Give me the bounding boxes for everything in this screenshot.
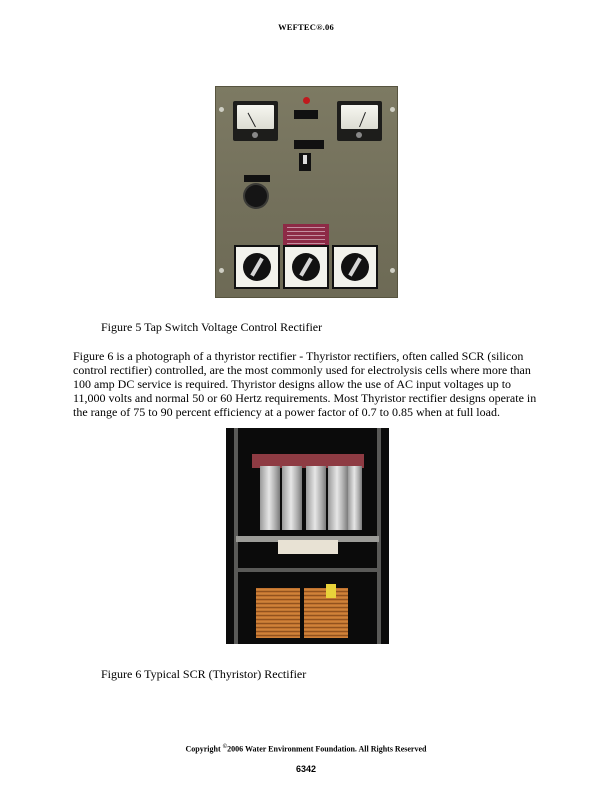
panel-screw (390, 107, 395, 112)
tap-switch-dial (332, 245, 378, 289)
paragraph-line: 100 amp DC service is required. Thyristor designs allow the use of AC input voltages up to (73, 377, 512, 391)
panel-screw (219, 268, 224, 273)
panel-screw (390, 268, 395, 273)
paragraph-line: the range of 75 to 90 percent efficiency at a power factor of 0.7 to 0.85 when at full load. (73, 405, 500, 419)
toggle-switch (299, 153, 311, 171)
copyright-prefix: Copyright (185, 744, 223, 754)
copyright-notice (0, 744, 612, 754)
tap-switch-dial (283, 245, 329, 289)
right-meter (337, 101, 382, 141)
copyright-text: 2006 Water Environment Foundation. All Rights Reserved (227, 744, 427, 754)
panel-screw (219, 107, 224, 112)
page-number: 6342 (295, 764, 317, 774)
figure-6-caption: Figure 6 Typical SCR (Thyristor) Rectifier (101, 667, 307, 681)
paragraph-line: control rectifier) controlled, are the most commonly used for electrolysis cells where more than (73, 363, 531, 377)
panel-label (294, 140, 324, 149)
tap-switch-dial (234, 245, 280, 289)
copyright-symbol: © (222, 744, 228, 750)
panel-label (244, 175, 270, 182)
figure-6-photo (226, 428, 389, 644)
round-button (245, 185, 267, 207)
running-head: WEFTEC®.06 (278, 22, 334, 32)
paragraph-line: Figure 6 is a photograph of a thyristor rectifier - Thyristor rectifiers, often called SCR (silicon (73, 349, 524, 363)
paragraph-line: 11,000 volts and normal 50 or 60 Hertz requirements. Most Thyristor rectifier designs operate in (73, 391, 537, 405)
figure-5-caption: Figure 5 Tap Switch Voltage Control Rectifier (101, 320, 323, 334)
indicator-lamp (303, 97, 310, 104)
panel-label (294, 110, 318, 119)
left-meter (233, 101, 278, 141)
body-paragraph (73, 349, 543, 419)
warning-plate (283, 224, 329, 246)
